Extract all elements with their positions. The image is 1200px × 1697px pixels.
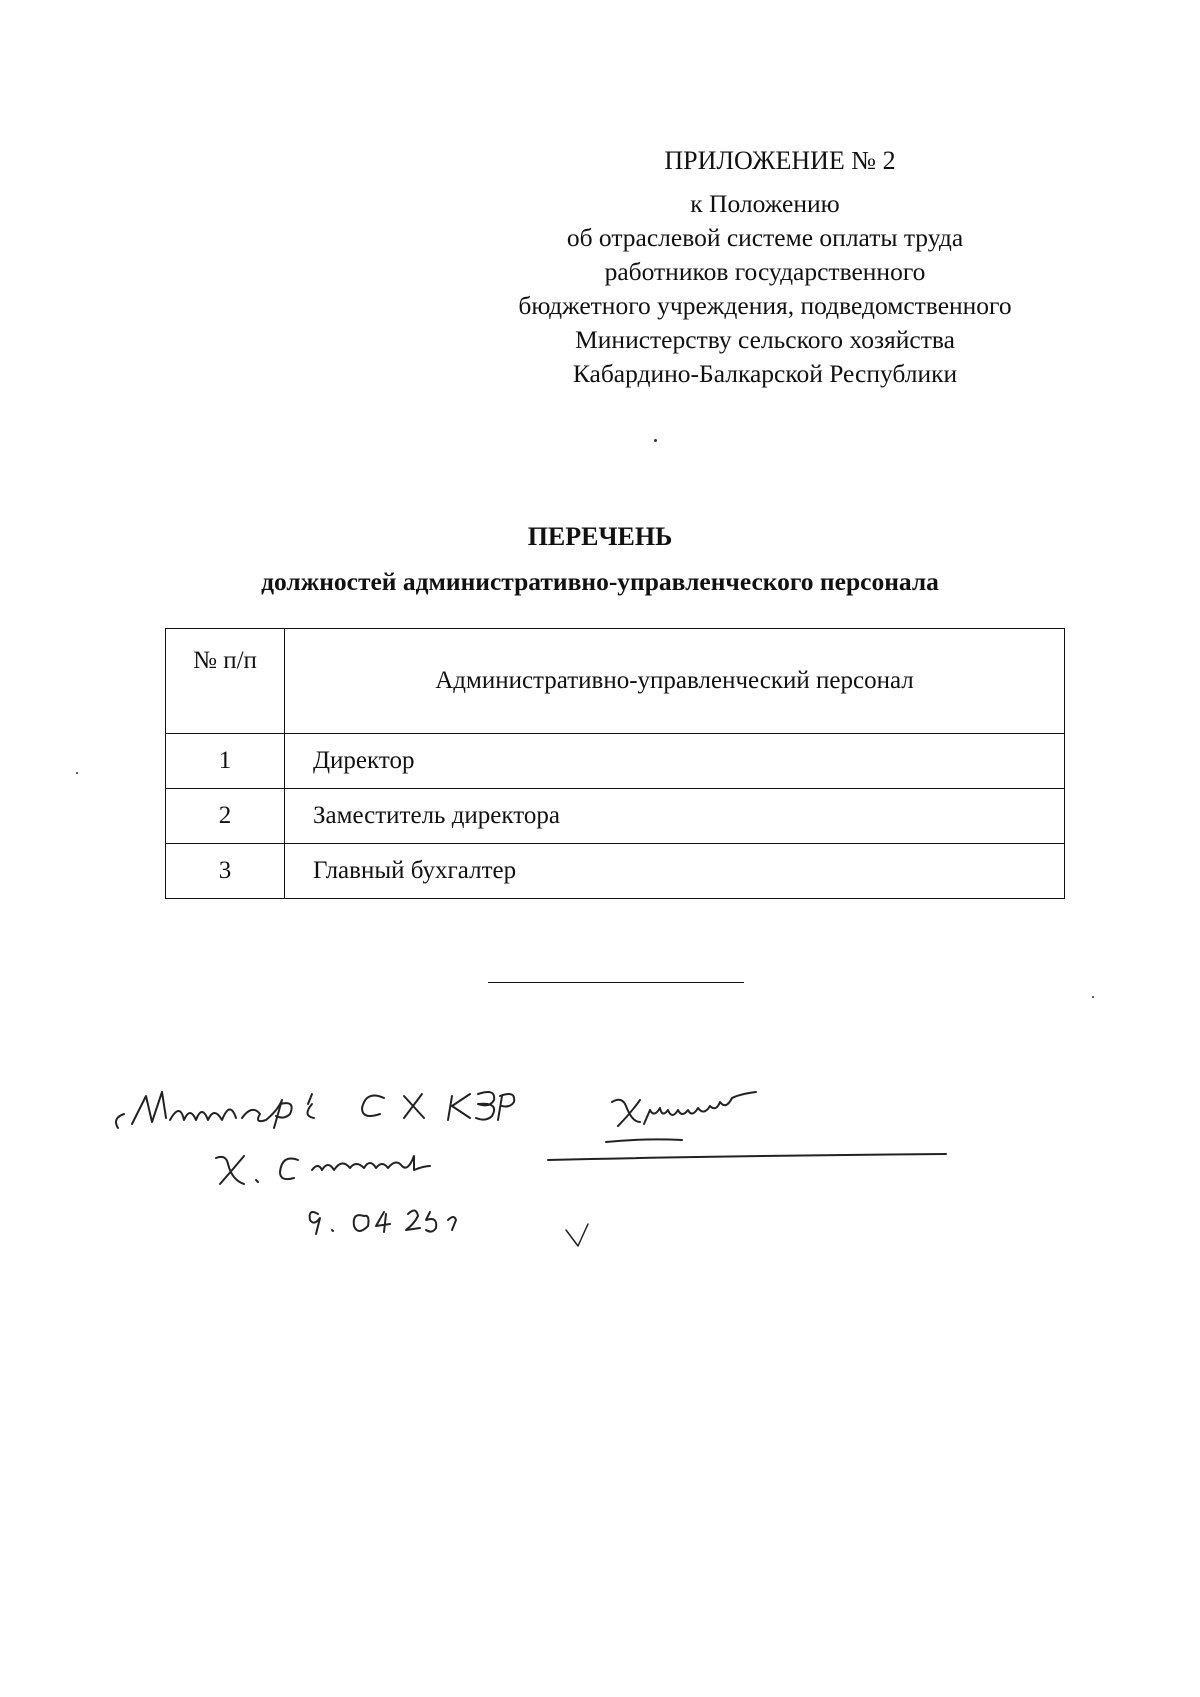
- appendix-line: Министерству сельского хозяйства: [575, 325, 955, 354]
- check-mark: [566, 1224, 588, 1246]
- document-title: ПЕРЕЧЕНЬ: [527, 522, 673, 551]
- column-header-number: № п/п: [166, 629, 285, 734]
- handwriting-line-3: [310, 1210, 456, 1234]
- appendix-line: к Положению: [690, 189, 840, 218]
- handwriting-line-1: [116, 1092, 514, 1128]
- handwriting-line-2: [216, 1156, 430, 1184]
- row-position: Заместитель директора: [285, 789, 1065, 844]
- scan-speck: [76, 772, 78, 774]
- row-number: 2: [166, 789, 285, 844]
- column-header-position: Административно-управленческий персонал: [285, 629, 1065, 734]
- signature: [548, 1092, 946, 1160]
- document-subtitle: должностей административно-управленческого персонала: [261, 567, 939, 596]
- appendix-line: бюджетного учреждения, подведомственного: [518, 291, 1012, 320]
- appendix-title: ПРИЛОЖЕНИЕ № 2: [664, 146, 896, 175]
- row-position: Директор: [285, 734, 1065, 789]
- appendix-line: об отраслевой системе оплаты труда: [566, 223, 964, 252]
- scan-speck: [1092, 996, 1094, 998]
- row-number: 3: [166, 844, 285, 899]
- row-position: Главный бухгалтер: [285, 844, 1065, 899]
- appendix-line: работников государственного: [604, 257, 926, 286]
- row-number: 1: [166, 734, 285, 789]
- appendix-line: Кабардино-Балкарской Республики: [572, 359, 958, 388]
